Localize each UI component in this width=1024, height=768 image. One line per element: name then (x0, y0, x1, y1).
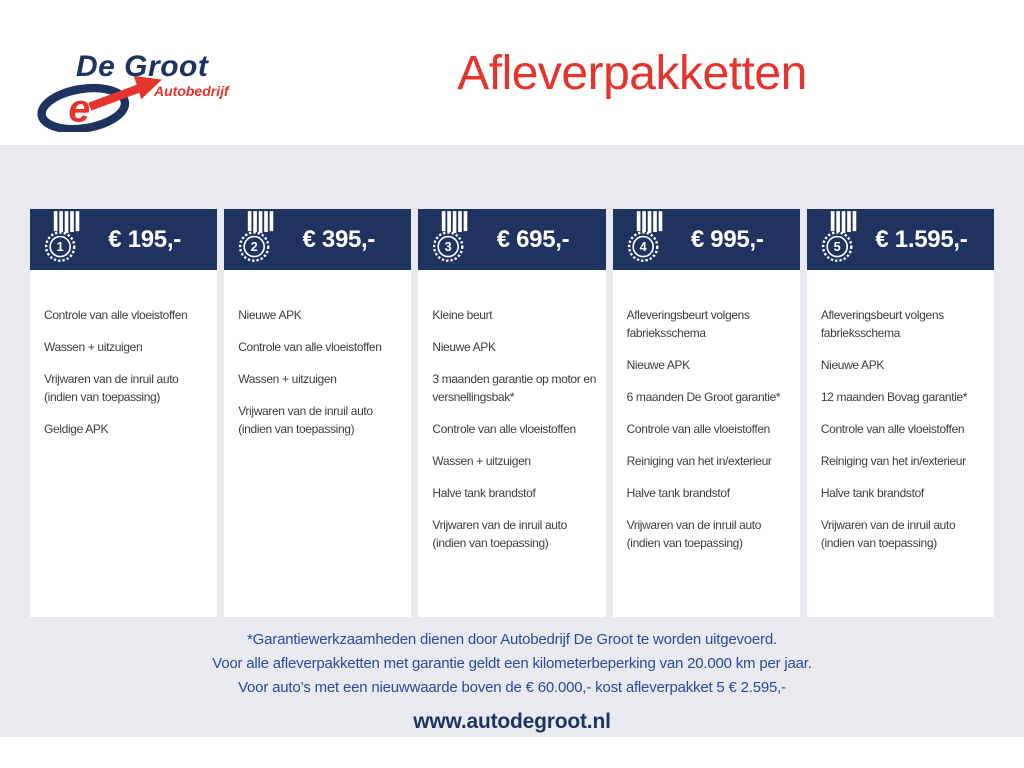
package-card-5 (807, 209, 994, 617)
footnote-line: Voor auto’s met een nieuwwaarde boven de € 60.000,- kost afleverpakket 5 € 2.595,- (238, 679, 786, 696)
package-price: € 1.595,- (875, 225, 968, 253)
content-band (0, 145, 1024, 737)
package-features-list (613, 270, 800, 566)
medal-icon (236, 211, 276, 264)
medal-number: 2 (250, 239, 258, 255)
package-feature: Controle van alle vloeistoffen (44, 308, 188, 322)
package-feature: Nieuwe APK (432, 340, 496, 354)
website-url: www.autodegroot.nl (413, 710, 611, 733)
package-feature: Vrijwaren van de inruil auto (indien van toepassing) (44, 372, 179, 404)
medal-icon (430, 211, 470, 264)
package-price: € 195,- (108, 225, 181, 253)
package-feature: Wassen + uitzuigen (432, 454, 531, 468)
package-feature: Halve tank brandstof (432, 486, 536, 500)
package-feature: Wassen + uitzuigen (44, 340, 143, 354)
package-feature: Nieuwe APK (626, 358, 690, 372)
package-feature: 3 maanden garantie op motor en versnellingsbak* (432, 372, 597, 404)
package-features-list (418, 270, 605, 566)
package-card-1-header (30, 209, 217, 270)
logo-subtitle-text: Autobedrijf (154, 83, 229, 99)
package-card-3 (418, 209, 605, 617)
package-feature: Vrijwaren van de inruil auto (indien van toepassing) (820, 518, 956, 550)
medal-number: 5 (833, 239, 841, 255)
package-cards (30, 209, 994, 617)
package-feature: Vrijwaren van de inruil auto (indien van toepassing) (626, 518, 762, 550)
package-feature: Controle van alle vloeistoffen (820, 422, 965, 436)
page-title: Afleverpakketten (457, 47, 807, 100)
package-feature: Halve tank brandstof (626, 486, 730, 500)
package-feature: Nieuwe APK (820, 358, 885, 372)
package-feature: Geldige APK (44, 422, 109, 436)
package-feature: 6 maanden De Groot garantie* (626, 390, 781, 404)
package-feature: Controle van alle vloeistoffen (238, 340, 382, 354)
package-feature: Controle van alle vloeistoffen (626, 422, 770, 436)
de-groot-logo (36, 50, 251, 140)
medal-number: 3 (445, 239, 453, 255)
logo-name-text: De Groot (76, 50, 209, 83)
package-feature: Wassen + uitzuigen (238, 372, 337, 386)
package-feature: Afleveringsbeurt volgens fabrieksschema (820, 308, 944, 340)
svg-text:e: e (68, 86, 91, 131)
footnotes (0, 628, 1024, 700)
package-feature: Vrijwaren van de inruil auto (indien van toepassing) (432, 518, 567, 550)
medal-number: 1 (56, 239, 64, 255)
footnote-line: Voor alle afleverpakketten met garantie geldt een kilometerbeperking van 20.000 km per jaar. (212, 655, 812, 672)
medal-icon (42, 211, 82, 264)
package-card-2 (224, 209, 411, 617)
flyer-header (0, 0, 1024, 145)
package-card-4 (613, 209, 800, 617)
package-features-list (30, 270, 217, 452)
medal-number: 4 (639, 239, 647, 255)
package-feature: Reiniging van het in/exterieur (820, 454, 966, 468)
package-card-3-header (418, 209, 605, 270)
package-feature: Halve tank brandstof (820, 486, 924, 500)
package-card-5-header (807, 209, 994, 270)
package-feature: Nieuwe APK (238, 308, 302, 322)
package-feature: Vrijwaren van de inruil auto (indien van toepassing) (238, 404, 373, 436)
package-features-list (807, 270, 994, 566)
medal-icon (625, 211, 665, 264)
package-card-1 (30, 209, 217, 617)
package-features-list (224, 270, 411, 452)
package-feature: Reiniging van het in/exterieur (626, 454, 772, 468)
bottom-strip (0, 737, 1024, 768)
package-card-4-header (613, 209, 800, 270)
package-card-2-header (224, 209, 411, 270)
package-price: € 995,- (690, 225, 764, 253)
package-feature: 12 maanden Bovag garantie* (820, 390, 968, 404)
package-feature: Afleveringsbeurt volgens fabrieksschema (626, 308, 750, 340)
medal-icon (819, 211, 859, 264)
package-price: € 695,- (496, 225, 570, 253)
package-price: € 395,- (302, 225, 376, 253)
package-feature: Kleine beurt (432, 308, 493, 322)
package-feature: Controle van alle vloeistoffen (432, 422, 576, 436)
footnote-line: *Garantiewerkzaamheden dienen door Autobedrijf De Groot te worden uitgevoerd. (247, 631, 777, 648)
